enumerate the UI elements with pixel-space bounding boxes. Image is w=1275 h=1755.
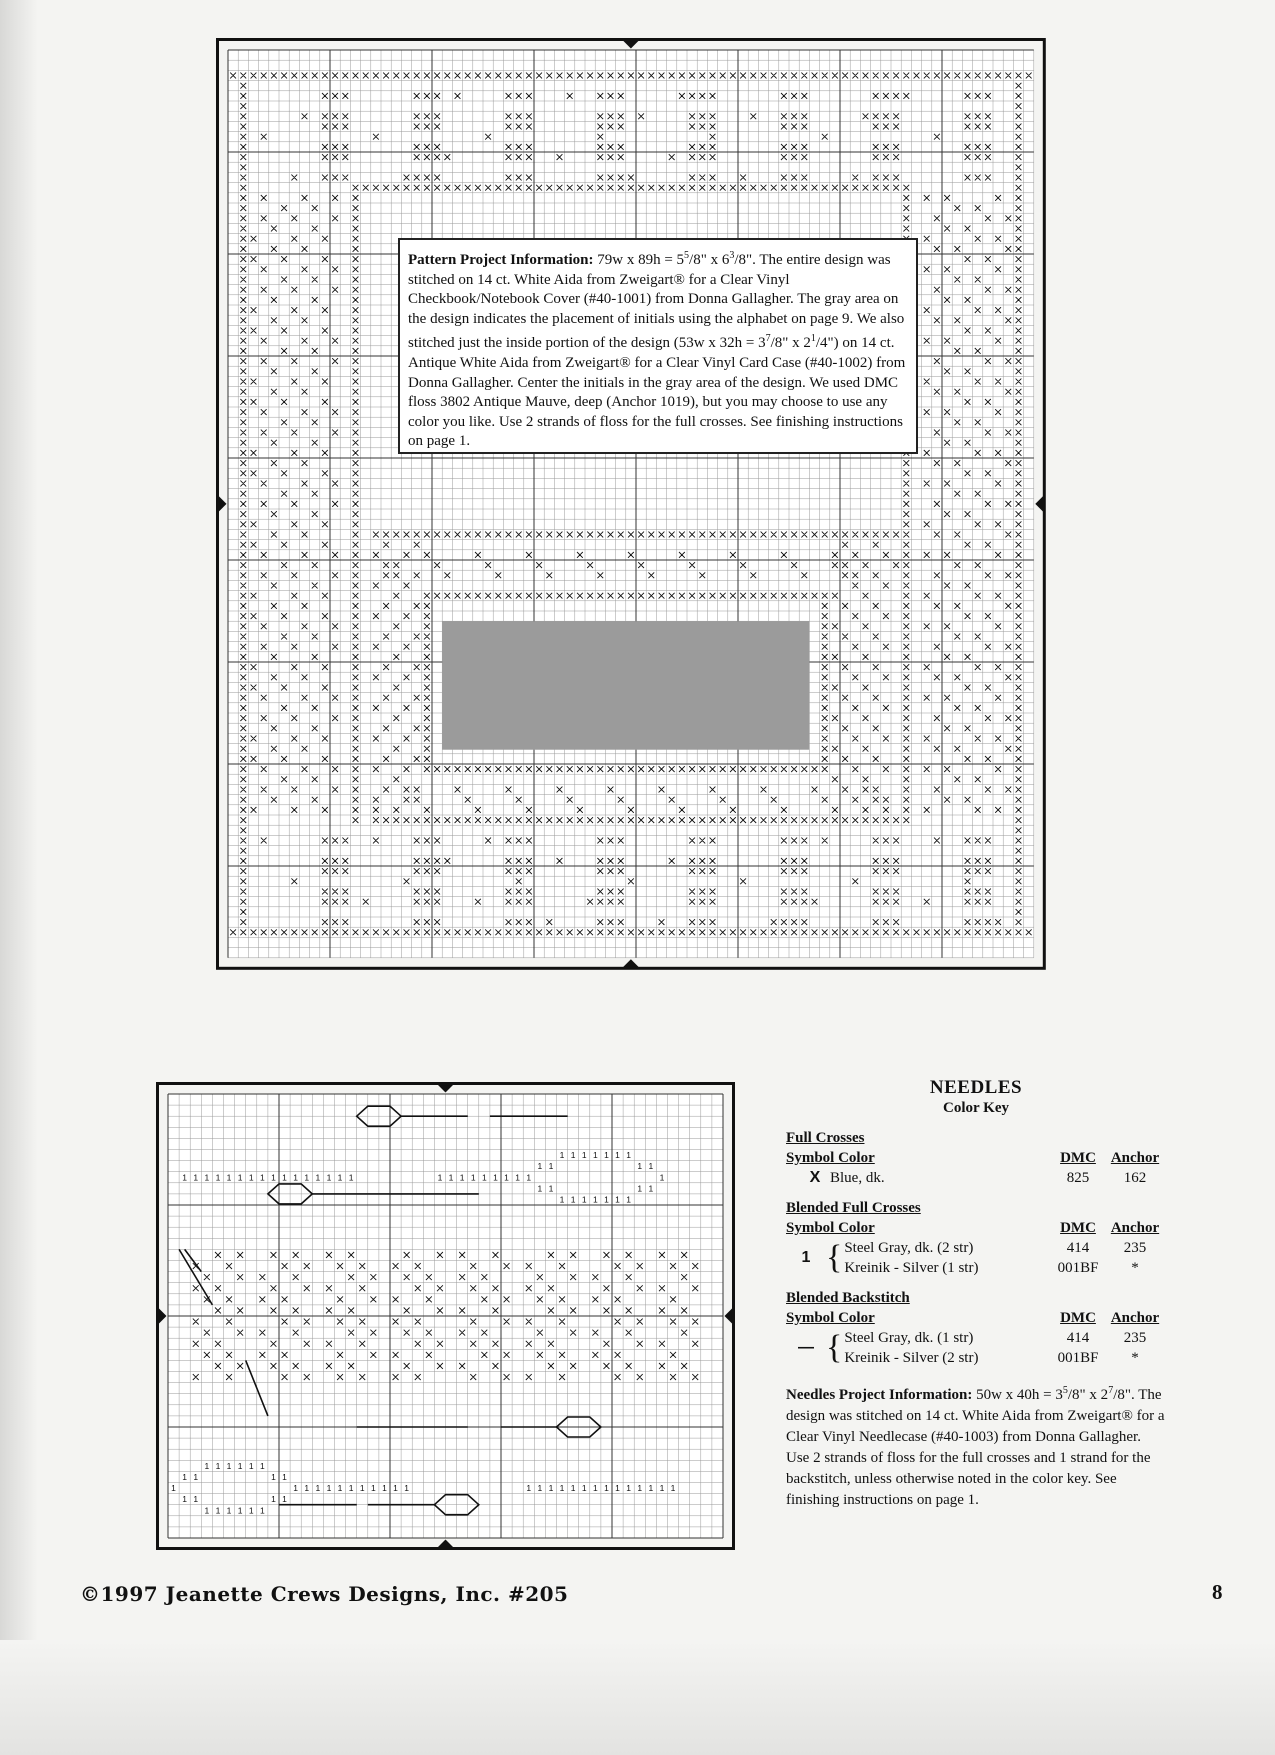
symbol-one-mark: 1 bbox=[626, 1483, 632, 1494]
symbol-one-mark: 1 bbox=[326, 1483, 332, 1494]
symbol-one-mark: 1 bbox=[370, 1483, 376, 1494]
symbol-one-mark: 1 bbox=[615, 1483, 620, 1494]
brace-icon: { bbox=[826, 1329, 843, 1366]
symbol-one-mark: 1 bbox=[326, 1172, 332, 1183]
symbol-one-mark: 1 bbox=[615, 1194, 620, 1205]
key-header-row: Symbol Color DMC Anchor bbox=[786, 1150, 1160, 1166]
symbol-one-mark: 1 bbox=[259, 1505, 265, 1516]
key-color-name: Steel Gray, dk. (1 str) bbox=[844, 1330, 974, 1346]
symbol-one-mark: 1 bbox=[604, 1150, 609, 1161]
symbol-one-mark: 1 bbox=[570, 1194, 576, 1205]
symbol-one-mark: 1 bbox=[359, 1483, 365, 1494]
grid-background bbox=[228, 50, 1034, 958]
key-anchor: * bbox=[1131, 1260, 1139, 1276]
pattern-project-information bbox=[398, 238, 918, 454]
symbol-one-mark: 1 bbox=[459, 1172, 465, 1183]
center-arrow-right bbox=[725, 1307, 734, 1325]
symbol-one-mark: 1 bbox=[237, 1460, 243, 1471]
key-entry bbox=[786, 1168, 1166, 1188]
symbol-one-mark: 1 bbox=[248, 1505, 254, 1516]
symbol-one-mark: 1 bbox=[581, 1483, 587, 1494]
key-blended-entry bbox=[786, 1328, 1166, 1368]
symbol-one-mark: 1 bbox=[182, 1494, 188, 1505]
symbol-one-mark: 1 bbox=[604, 1194, 609, 1205]
symbol-one-mark: 1 bbox=[637, 1483, 643, 1494]
color-key bbox=[786, 1078, 1166, 1511]
symbol-one-mark: 1 bbox=[559, 1150, 565, 1161]
symbol-one-mark: 1 bbox=[493, 1172, 498, 1183]
symbol-one-mark: 1 bbox=[304, 1172, 310, 1183]
symbol-one-mark: 1 bbox=[659, 1172, 665, 1183]
symbol-one-mark: 1 bbox=[470, 1172, 476, 1183]
key-color-name: Kreinik - Silver (1 str) bbox=[844, 1260, 979, 1276]
symbol-one-mark: 1 bbox=[271, 1472, 276, 1482]
symbol-one-mark: 1 bbox=[382, 1483, 387, 1494]
key-dmc: 825 bbox=[1066, 1170, 1090, 1186]
main-cross-stitch-chart bbox=[216, 38, 1106, 1032]
symbol-one-mark: 1 bbox=[215, 1460, 221, 1471]
symbol-one-mark: 1 bbox=[559, 1483, 565, 1494]
symbol-one-mark: 1 bbox=[648, 1183, 654, 1194]
symbol-one-mark: 1 bbox=[193, 1172, 199, 1183]
key-color-name: Kreinik - Silver (2 str) bbox=[844, 1350, 979, 1366]
symbol-one-mark: 1 bbox=[259, 1172, 265, 1183]
key-section-title: Blended Full Crosses bbox=[786, 1200, 921, 1216]
symbol-one-mark: 1 bbox=[659, 1483, 665, 1494]
key-blended-entry bbox=[786, 1238, 1166, 1278]
center-arrow-bottom bbox=[622, 959, 640, 968]
symbol-one-mark: 1 bbox=[237, 1172, 243, 1183]
symbol-one-mark: 1 bbox=[293, 1172, 299, 1183]
key-anchor: * bbox=[1131, 1350, 1139, 1366]
symbol-one-mark: 1 bbox=[581, 1194, 587, 1205]
symbol-one-mark: 1 bbox=[526, 1172, 532, 1183]
initials-gray-area bbox=[442, 621, 809, 750]
symbol-one-mark: 1 bbox=[504, 1172, 509, 1183]
footer-copyright: ©1997 Jeanette Crews Designs, Inc. #205 bbox=[80, 1582, 569, 1606]
symbol-one-mark: 1 bbox=[570, 1483, 576, 1494]
key-dmc: 001BF bbox=[1057, 1260, 1099, 1276]
page-bottom-shadow bbox=[0, 1640, 1275, 1755]
page-binding-shadow bbox=[0, 0, 38, 1755]
symbol-one-mark: 1 bbox=[515, 1172, 521, 1183]
symbol-one-mark: 1 bbox=[481, 1172, 487, 1183]
symbol-one-mark: 1 bbox=[182, 1472, 188, 1482]
symbol-one-mark: 1 bbox=[637, 1183, 643, 1194]
symbol-one-mark: 1 bbox=[259, 1460, 265, 1471]
key-dmc: 001BF bbox=[1057, 1350, 1099, 1366]
key-anchor: 235 bbox=[1123, 1330, 1147, 1346]
symbol-one-mark: 1 bbox=[304, 1483, 310, 1494]
symbol-one-mark: 1 bbox=[348, 1172, 354, 1183]
center-arrow-left bbox=[218, 495, 227, 513]
center-arrow-top bbox=[622, 40, 640, 49]
key-subtitle: Color Key bbox=[943, 1100, 1009, 1116]
needles-project-information: Needles Project Information: 50w x $40h = 3^5/8$" x $2^7/8$". The design was stitched on 14 ct. White Aida from Zweigart® for a Clear Vinyl Needlecase (#40-1003) from Donna Gallagher. Use 2 strands of floss for the full crosses and 1 strand for the backstitch, unless otherwise noted in the color key. See finishing instructions on page 1. bbox=[786, 1385, 1165, 1508]
chart-grid bbox=[228, 50, 1034, 958]
symbol-one-mark: 1 bbox=[337, 1172, 343, 1183]
needles-cross-stitch-chart bbox=[156, 1082, 736, 1554]
symbol-one-mark: 1 bbox=[271, 1494, 276, 1505]
symbol-one-mark: 1 bbox=[537, 1483, 543, 1494]
symbol-one-mark: 1 bbox=[337, 1483, 343, 1494]
symbol-one-mark: 1 bbox=[581, 1150, 587, 1161]
key-color-name: Blue, dk. bbox=[830, 1170, 885, 1186]
symbol-one-mark: 1 bbox=[448, 1172, 454, 1183]
key-sections bbox=[786, 1128, 1166, 1368]
key-color-name: Steel Gray, dk. (2 str) bbox=[844, 1240, 974, 1256]
symbol-one-mark: 1 bbox=[226, 1172, 232, 1183]
symbol-one-mark: 1 bbox=[215, 1505, 221, 1516]
symbol-one-mark: 1 bbox=[248, 1460, 254, 1471]
symbol-one-mark: 1 bbox=[226, 1460, 232, 1471]
symbol-one-mark: 1 bbox=[637, 1161, 643, 1172]
key-dmc: 414 bbox=[1066, 1330, 1090, 1346]
center-arrow-bottom bbox=[437, 1540, 455, 1549]
key-title: NEEDLES bbox=[929, 1077, 1023, 1098]
key-header-row: Symbol Color DMC Anchor bbox=[786, 1310, 1160, 1326]
symbol-one-mark: 1 bbox=[626, 1150, 632, 1161]
key-header-row: Symbol Color DMC Anchor bbox=[786, 1220, 1160, 1236]
symbol-one-mark: 1 bbox=[204, 1172, 210, 1183]
pattern-info-text: 79w x $89h = 5^5/8$" x $6^3/8$". The entire design was stitched on 14 ct. White Aida from Zweigart® for a Clear Vinyl Checkbook/Notebook Cover (#40-1001) from Donna Gallagher. The gray area on the design indicates the placement of initials using the alphabet on page 9. We also stitched just the inside portion of the design (53w x $32h = 3^7/8$" x $2^1/4$") on 14 ct. Antique White Aida from Zweigart® for a Clear Vinyl Card Case (#40-1002) from Donna Gallagher. Center the initials in the gray area of the design. We used DMC floss 3802 Antique Mauve, deep (Anchor 1019), but you may choose to use any color you like. Use 2 strands of floss for the full crosses. See finishing instructions on page 1. bbox=[408, 250, 906, 450]
key-section-title: Full Crosses bbox=[786, 1130, 865, 1146]
symbol-one-mark: 1 bbox=[615, 1150, 620, 1161]
pattern-info-label: Pattern Project Information: bbox=[408, 252, 594, 268]
key-anchor: 235 bbox=[1123, 1240, 1147, 1256]
symbol-one-mark: 1 bbox=[193, 1494, 199, 1505]
symbol-one-mark: 1 bbox=[182, 1172, 188, 1183]
symbol-one-mark: 1 bbox=[626, 1194, 632, 1205]
symbol-one-mark: 1 bbox=[393, 1483, 398, 1494]
center-arrow-left bbox=[158, 1307, 167, 1325]
symbol-one-mark: 1 bbox=[537, 1161, 543, 1172]
key-symbol: — bbox=[798, 1339, 814, 1356]
symbol-one-mark: 1 bbox=[570, 1150, 576, 1161]
symbol-one-mark: 1 bbox=[548, 1483, 554, 1494]
brace-icon: { bbox=[826, 1239, 843, 1276]
key-section-title: Blended Backstitch bbox=[786, 1290, 910, 1306]
symbol-one-mark: 1 bbox=[282, 1172, 287, 1183]
symbol-one-mark: 1 bbox=[404, 1483, 410, 1494]
symbol-one-mark: 1 bbox=[215, 1172, 221, 1183]
symbol-one-mark: 1 bbox=[204, 1505, 210, 1516]
symbol-one-mark: 1 bbox=[604, 1483, 609, 1494]
symbol-one-mark: 1 bbox=[315, 1172, 321, 1183]
symbol-one-mark: 1 bbox=[648, 1161, 654, 1172]
center-arrow-right bbox=[1035, 495, 1044, 513]
symbol-one-mark: 1 bbox=[648, 1483, 654, 1494]
symbol-one-mark: 1 bbox=[171, 1483, 176, 1494]
key-symbol: 1 bbox=[801, 1249, 811, 1266]
key-symbol: X bbox=[809, 1169, 821, 1186]
key-anchor: 162 bbox=[1123, 1170, 1147, 1186]
symbol-one-mark: 1 bbox=[237, 1505, 243, 1516]
symbol-one-mark: 1 bbox=[592, 1150, 598, 1161]
symbol-one-mark: 1 bbox=[437, 1172, 443, 1183]
symbol-one-mark: 1 bbox=[282, 1472, 287, 1482]
symbol-one-mark: 1 bbox=[193, 1472, 199, 1482]
center-arrow-top bbox=[437, 1084, 455, 1093]
symbol-one-mark: 1 bbox=[315, 1483, 321, 1494]
symbol-one-mark: 1 bbox=[348, 1483, 354, 1494]
symbol-one-mark: 1 bbox=[592, 1483, 598, 1494]
symbol-one-mark: 1 bbox=[282, 1494, 287, 1505]
symbol-one-mark: 1 bbox=[548, 1161, 554, 1172]
key-dmc: 414 bbox=[1066, 1240, 1090, 1256]
symbol-one-mark: 1 bbox=[537, 1183, 543, 1194]
symbol-one-mark: 1 bbox=[248, 1172, 254, 1183]
symbol-one-mark: 1 bbox=[293, 1483, 299, 1494]
symbol-one-mark: 1 bbox=[271, 1172, 276, 1183]
page-number: 8 bbox=[1212, 1580, 1223, 1604]
symbol-one-mark: 1 bbox=[204, 1460, 210, 1471]
symbol-one-mark: 1 bbox=[670, 1483, 676, 1494]
symbol-one-mark: 1 bbox=[559, 1194, 565, 1205]
symbol-one-mark: 1 bbox=[548, 1183, 554, 1194]
symbol-one-mark: 1 bbox=[526, 1483, 532, 1494]
symbol-one-mark: 1 bbox=[226, 1505, 232, 1516]
symbol-one-mark: 1 bbox=[592, 1194, 598, 1205]
